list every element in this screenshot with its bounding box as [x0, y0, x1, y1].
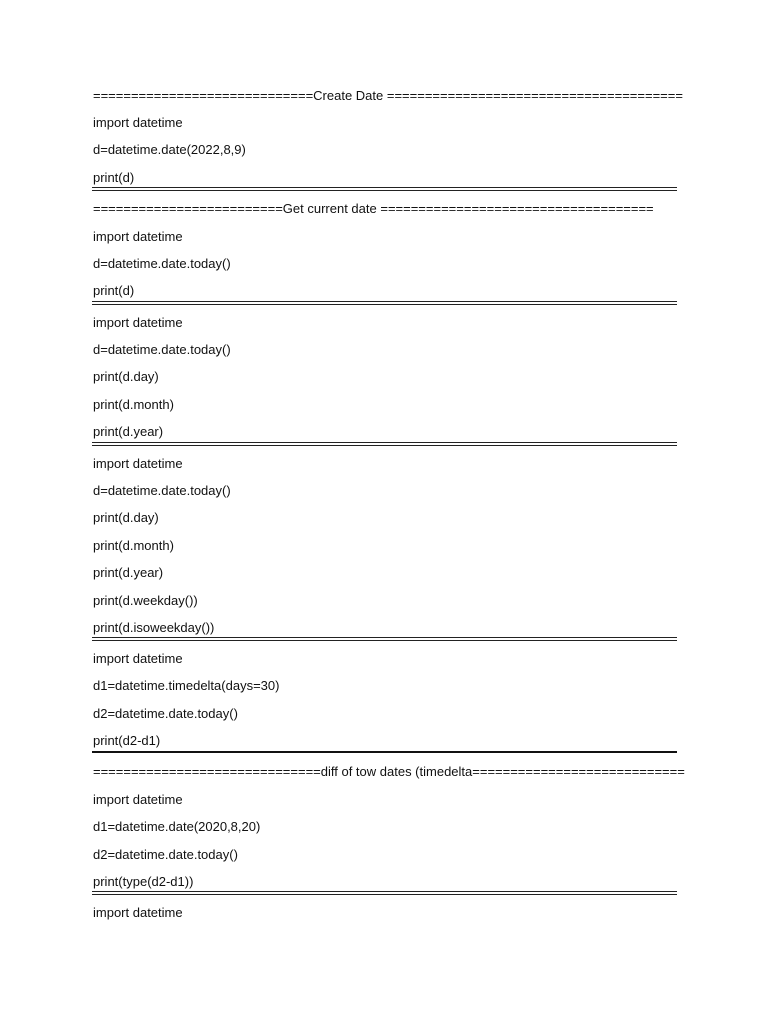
code-line: import datetime: [93, 456, 183, 471]
section-divider: [92, 637, 677, 641]
code-line: import datetime: [93, 905, 183, 920]
section-divider: [92, 891, 677, 895]
code-line: print(d.year): [93, 424, 164, 439]
code-line: print(d.day): [93, 510, 159, 525]
code-line: import datetime: [93, 315, 183, 330]
code-line: print(d): [93, 170, 135, 185]
code-line: d=datetime.date.today(): [93, 256, 231, 271]
code-line: print(d.isoweekday()): [93, 620, 215, 635]
code-line: d=datetime.date.today(): [93, 342, 231, 357]
code-line: print(d.month): [93, 538, 174, 553]
code-line: d=datetime.date.today(): [93, 483, 231, 498]
code-line: d=datetime.date(2022,8,9): [93, 142, 246, 157]
section-divider: [92, 187, 677, 191]
code-line: print(type(d2-d1)): [93, 874, 194, 889]
code-line: print(d2-d1): [93, 733, 161, 748]
code-line: import datetime: [93, 229, 183, 244]
code-line: import datetime: [93, 651, 183, 666]
code-line: print(d.weekday()): [93, 593, 198, 608]
code-line: print(d.day): [93, 369, 159, 384]
section-divider: [92, 442, 677, 446]
heading-create-date: =============================Create Date =======================================: [93, 88, 683, 103]
section-divider: [92, 751, 677, 753]
heading-get-current-date: =========================Get current date ====================================: [93, 201, 654, 216]
code-line: d2=datetime.date.today(): [93, 706, 238, 721]
code-line: print(d.month): [93, 397, 174, 412]
code-line: d1=datetime.timedelta(days=30): [93, 678, 280, 693]
heading-diff-of-dates: ==============================diff of tow dates (timedelta============================: [93, 764, 685, 779]
section-divider: [92, 301, 677, 305]
code-line: print(d.year): [93, 565, 164, 580]
code-line: d2=datetime.date.today(): [93, 847, 238, 862]
code-line: import datetime: [93, 115, 183, 130]
code-line: d1=datetime.date(2020,8,20): [93, 819, 261, 834]
code-line: import datetime: [93, 792, 183, 807]
code-line: print(d): [93, 283, 135, 298]
